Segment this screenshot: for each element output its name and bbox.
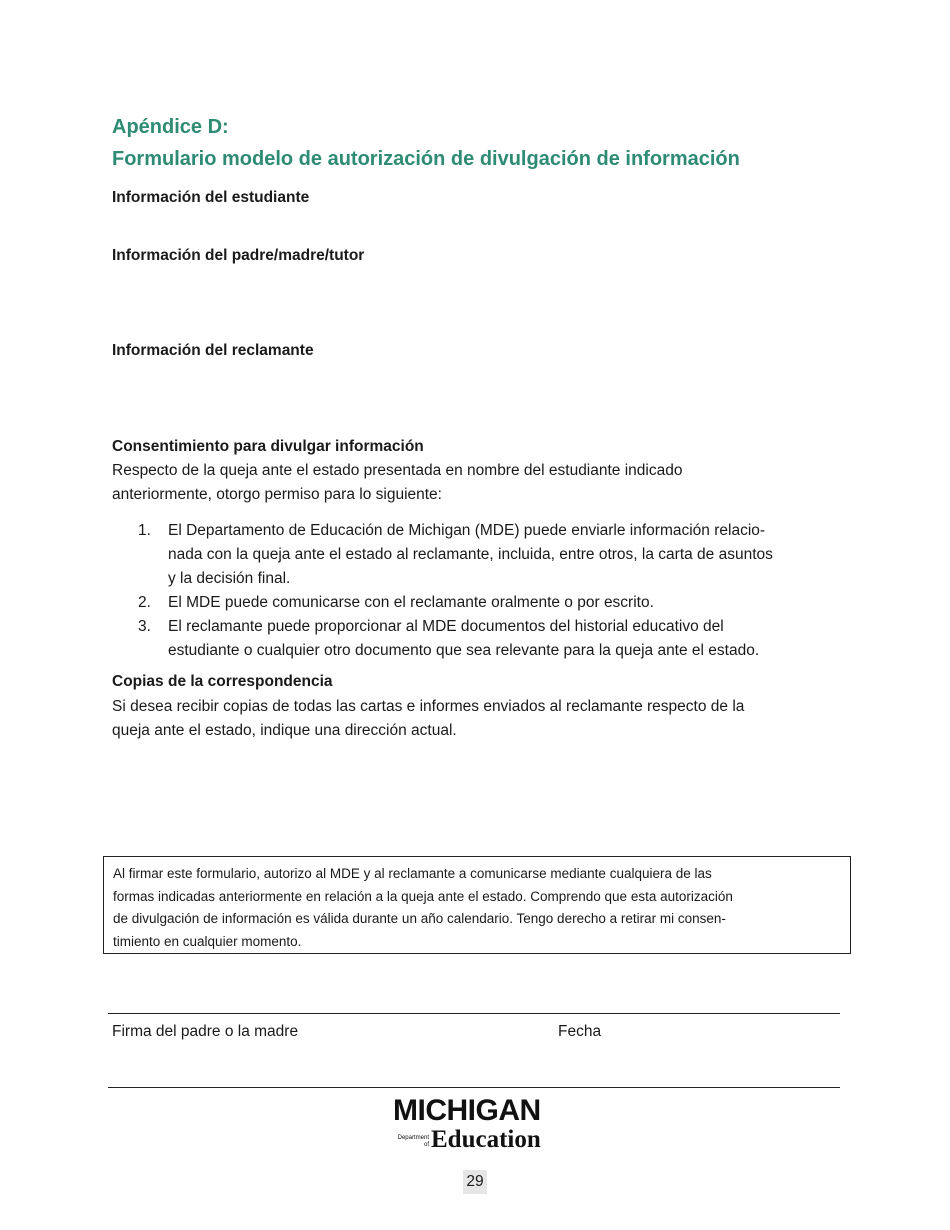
- consent-item: [112, 615, 840, 663]
- signature-line[interactable]: [108, 1013, 840, 1014]
- notice-line: formas indicadas anteriormente en relación a la queja ante el estado. Comprendo que esta autorización: [113, 888, 733, 904]
- consent-item: [112, 591, 840, 615]
- consent-intro-line-2: anteriormente, otorgo permiso para lo siguiente:: [112, 486, 442, 503]
- notice-line: timiento en cualquier momento.: [113, 933, 302, 949]
- consent-item-line: estudiante o cualquier otro documento que sea relevante para la queja ante el estado.: [168, 642, 760, 659]
- consent-item-number: 1.: [138, 522, 151, 539]
- copies-intro-line-1: Si desea recibir copias de todas las cartas e informes enviados al reclamante respecto de la: [112, 698, 745, 715]
- authorization-notice: [103, 856, 851, 954]
- copies-intro-line-2: queja ante el estado, indique una dirección actual.: [112, 722, 457, 739]
- consent-item-line: El reclamante puede proporcionar al MDE documentos del historial educativo del: [168, 618, 724, 635]
- consent-item-line: nada con la queja ante el estado al reclamante, incluida, entre otros, la carta de asuntos: [168, 546, 773, 563]
- logo-dept-line: of: [423, 1142, 429, 1148]
- logo-education-text: Education: [431, 1126, 541, 1153]
- consent-item-line: El MDE puede comunicarse con el reclamante oralmente o por escrito.: [168, 594, 654, 611]
- notice-line: de divulgación de información es válida durante un año calendario. Tengo derecho a retirar mi consen-: [113, 911, 726, 926]
- claimant-section-title: Información del reclamante: [112, 342, 314, 359]
- logo-department-text: [395, 1135, 429, 1149]
- student-section-title: Información del estudiante: [112, 189, 310, 206]
- footer-divider: [108, 1087, 840, 1088]
- page-number: 29: [463, 1170, 487, 1194]
- logo-michigan-text: MICHIGAN: [393, 1094, 541, 1127]
- consent-item-line: y la decisión final.: [168, 570, 291, 587]
- logo-dept-line: Department: [397, 1135, 429, 1141]
- consent-item-line: El Departamento de Educación de Michigan (MDE) puede enviarle información relacio-: [168, 522, 766, 539]
- guardian-section-title: Información del padre/madre/tutor: [112, 247, 365, 264]
- page-title: Formulario modelo de autorización de divulgación de información: [112, 148, 740, 170]
- appendix-label: Apéndice D:: [112, 116, 229, 138]
- notice-line: Al firmar este formulario, autorizo al MDE y al reclamante a comunicarse mediante cualquiera de las: [113, 866, 712, 881]
- consent-item-number: 3.: [138, 618, 151, 635]
- consent-item-number: 2.: [138, 594, 151, 611]
- signature-label: Firma del padre o la madre: [112, 1023, 299, 1040]
- consent-list: [112, 519, 840, 663]
- consent-item: [112, 519, 840, 591]
- consent-section-title: Consentimiento para divulgar información: [112, 438, 424, 455]
- consent-intro-line-1: Respecto de la queja ante el estado presentada en nombre del estudiante indicado: [112, 462, 683, 479]
- date-label: Fecha: [558, 1023, 602, 1040]
- copies-section-title: Copias de la correspondencia: [112, 673, 333, 690]
- mde-logo: [393, 1094, 558, 1158]
